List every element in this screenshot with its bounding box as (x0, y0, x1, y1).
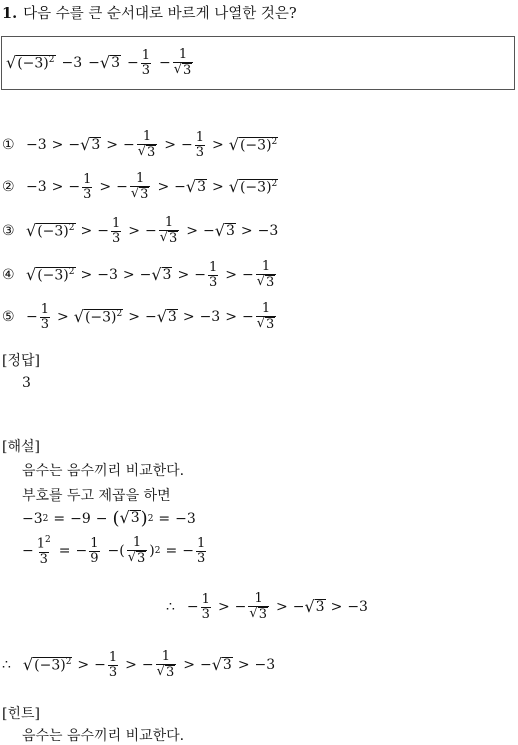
question-number: 1. (2, 5, 18, 22)
option-mark: ③ (2, 223, 15, 240)
therefore-symbol: ∴ (166, 599, 175, 616)
sqrt-expression: √ $(-3)^2$ (6, 52, 55, 72)
question-text: 다음 수를 큰 순서대로 바르게 나열한 것은? (23, 6, 297, 22)
option-1[interactable]: ① −3 > − √ 3 > − 1 √ 3 > − $\frac{1}{3}$ > √ $(-3)^2$ (2, 129, 278, 161)
explanation-line-2: 부호를 두고 제곱을 하면 (22, 488, 171, 504)
final-ordering: ∴ √ $(-3)^2$ > − $\frac{1}{3}$ > − 1 √ 3 > − √ 3 > −3 (2, 649, 276, 681)
option-mark: ② (2, 179, 15, 196)
option-mark: ⑤ (2, 309, 15, 326)
explanation-line-1: 음수는 음수끼리 비교한다. (22, 463, 185, 479)
hint-line-1: 음수는 음수끼리 비교한다. (22, 728, 185, 744)
box-item-neg-three: −3 (61, 55, 83, 72)
box-item-neg-root3: √ 3 (99, 53, 120, 73)
option-mark: ① (2, 137, 15, 154)
numbers-box-content: √ $(-3)^2$ −3 − √ 3 − $\frac{1}{3}$ − 1 √ 3 (6, 47, 192, 79)
answer-value: 3 (22, 375, 31, 391)
hint-heading: [힌트] (2, 706, 40, 722)
option-5[interactable]: ⑤ − $\frac{1}{3}$ > √ $(-3)^2$ > − √ 3 > −3 > − 1 √ 3 (2, 301, 275, 333)
option-4[interactable]: ④ √ $(-3)^2$ > −3 > − √ 3 > − $\frac{1}{3}$ > − 1 √ 3 (2, 259, 275, 291)
option-mark: ④ (2, 267, 15, 284)
explanation-equation-1: − 3 2 = −9 − ( √ 3 ) 2 = −3 (22, 508, 196, 529)
answer-heading: [정답] (2, 353, 40, 369)
explanation-equation-2: − $\frac{1^2}{3}$ = − $\frac{1}{9}$ − ( 1 √ 3 ) 2 = − $\frac{1}{3}$ (22, 535, 206, 567)
box-item-neg-inv-root3: 1 √ 3 (173, 47, 192, 79)
question-title (2, 2, 297, 23)
explanation-conclusion: ∴ − $\frac{1}{3}$ > − 1 √ 3 > − √ 3 > −3 (166, 591, 368, 623)
option-3[interactable]: ③ √ $(-3)^2$ > − $\frac{1}{3}$ > − 1 √ 3 > − √ 3 > −3 (2, 215, 279, 247)
therefore-symbol: ∴ (2, 657, 11, 674)
explanation-heading: [해설] (2, 439, 40, 455)
box-item-neg-third: $\frac{1}{3}$ (141, 47, 151, 78)
option-2[interactable]: ② −3 > − $\frac{1}{3}$ > − 1 √ 3 > − √ 3 > √ $(-3)^2$ (2, 171, 278, 203)
